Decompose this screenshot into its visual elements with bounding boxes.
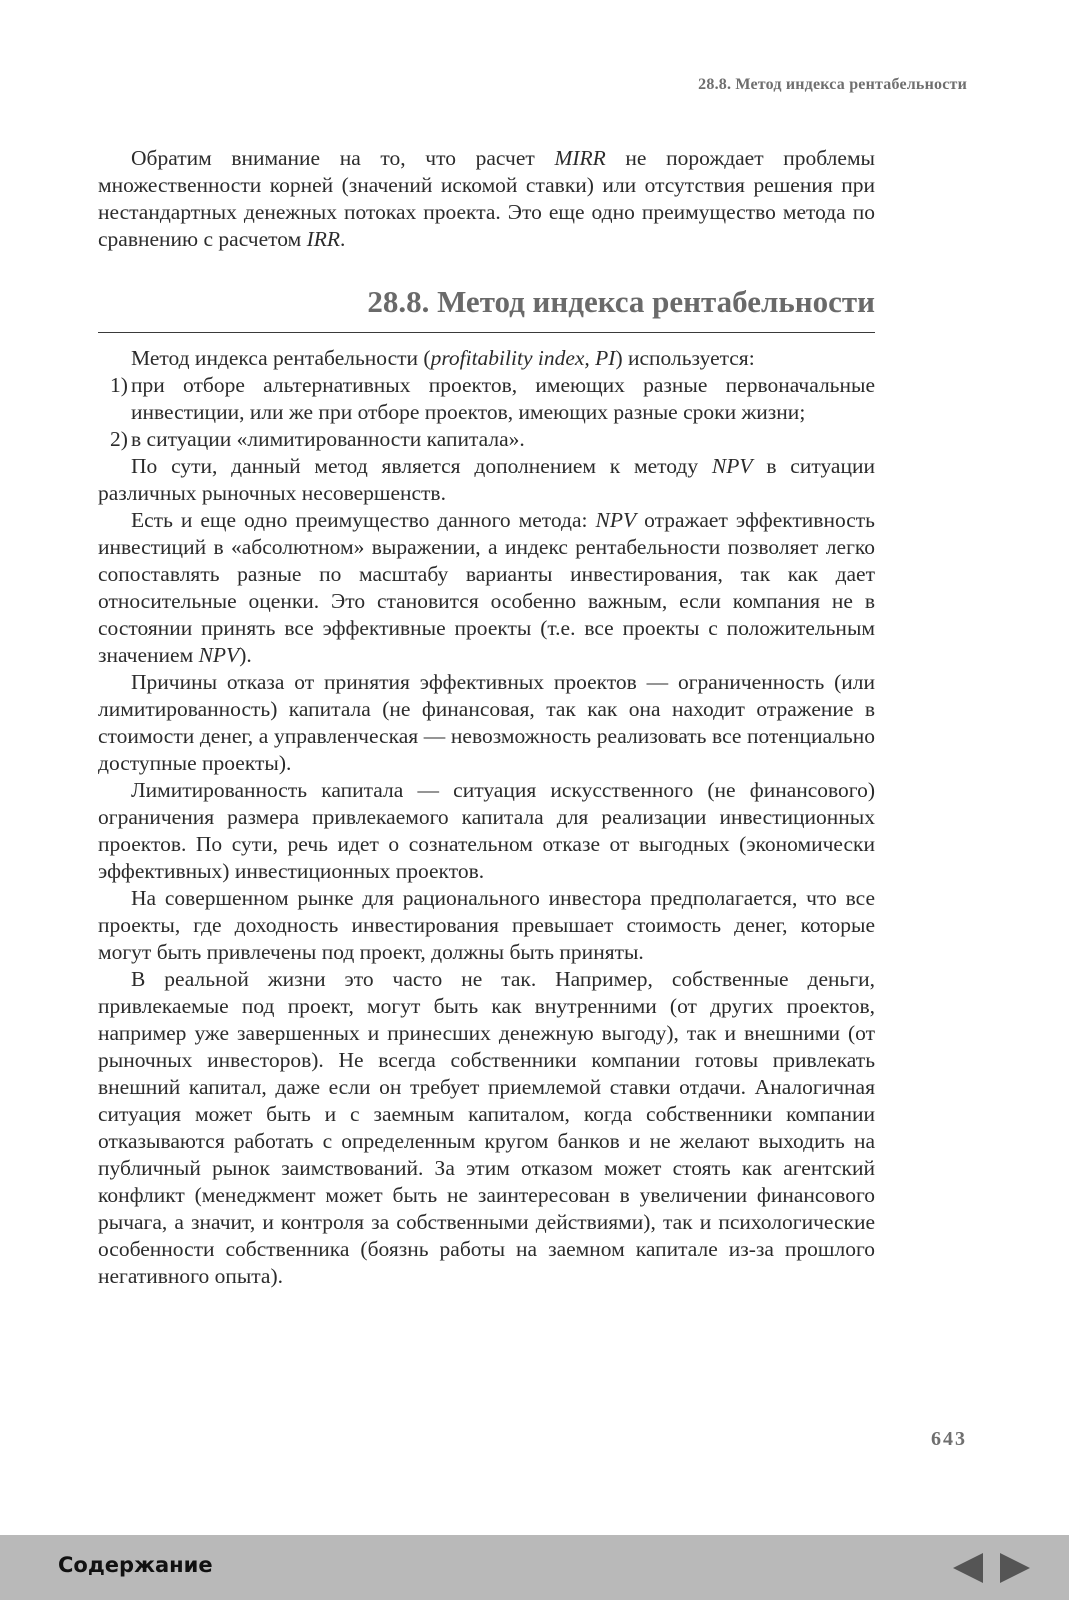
list-item: [98, 426, 875, 453]
paragraph: Лимитированность капитала — ситуация искусственного (не финансового) ограничения размера привлекаемого капитала для реализации инвестиционных проектов. По сути, речь идет о сознательном отказе от выгодных (экономически эффективных) инвестиционных проектов.: [98, 778, 875, 883]
intro-paragraph: [98, 145, 875, 253]
mirr-term: MIRR: [554, 146, 606, 170]
lead-text-1: Метод индекса рентабельности (: [131, 346, 431, 370]
npv-term: NPV: [595, 508, 637, 532]
npv-term: NPV: [198, 643, 240, 667]
intro-text-2: не порождает проблемы множественности корней (значений искомой ставки) или отсутствия решения при нестандартных денежных потоках проекта. Это еще одно преимущество метода по сравнению с расчетом: [98, 146, 875, 251]
intro-text-3: .: [340, 227, 346, 251]
irr-term: IRR: [306, 227, 341, 251]
paragraph-text: ).: [239, 643, 252, 667]
triangle-left-icon[interactable]: [953, 1553, 983, 1583]
list-marker: 2): [110, 427, 128, 451]
triangle-right-icon[interactable]: [1000, 1553, 1030, 1583]
table-of-contents-link[interactable]: Содержание: [58, 1553, 213, 1577]
running-head: 28.8. Метод индекса рентабельности: [698, 76, 967, 93]
paragraph: [98, 507, 875, 669]
paragraph-text: отражает эффективность инвестиций в «абсолютном» выражении, а индекс рентабельности позволяет легко сопоставлять разные по масштабу варианты инвестирования, так как дает относительные оценки. Это становится особенно важным, если компания не в состоянии принять все эффективные проекты (т.е. все проекты с положительным значением: [98, 508, 875, 667]
list-item: [98, 372, 875, 426]
list-item-text: при отборе альтернативных проектов, имеющих разные первоначальные инвестиции, или же при отборе проектов, имеющих разные сроки жизни;: [131, 373, 875, 424]
usage-list: [98, 372, 875, 453]
heading-divider: [98, 332, 875, 333]
paragraph: Причины отказа от принятия эффективных проектов — ограниченность (или лимитированность) капитала (не финансовая, так как она находит отражение в стоимости денег, а управленческая — невозможность реализовать все потенциально доступные проекты).: [98, 670, 875, 775]
intro-paragraph-block: [98, 145, 875, 253]
intro-text-1: Обратим внимание на то, что расчет: [131, 146, 555, 170]
section-body: [98, 345, 875, 1290]
lead-text-2: ) используется:: [615, 346, 755, 370]
paragraph: На совершенном рынке для рационального инвестора предполагается, что все проекты, где доходность инвестирования превышает стоимость денег, которые могут быть привлечены под проект, должны быть приняты.: [98, 886, 875, 964]
paragraph-text: в ситуации различных рыночных несовершенств.: [98, 454, 875, 505]
bottom-nav-bar: [0, 1535, 1069, 1600]
list-marker: 1): [110, 373, 128, 397]
list-item-text: в ситуации «лимитированности капитала».: [131, 427, 525, 451]
paragraph: [98, 453, 875, 507]
npv-term: NPV: [711, 454, 753, 478]
paragraph-text: По сути, данный метод является дополнением к методу: [131, 454, 712, 478]
profitability-index-term: profitability index, PI: [430, 346, 616, 370]
paragraph-text: Есть и еще одно преимущество данного метода:: [131, 508, 596, 532]
section-heading: 28.8. Метод индекса рентабельности: [367, 284, 875, 319]
lead-paragraph: [98, 345, 875, 372]
paragraph: В реальной жизни это часто не так. Например, собственные деньги, привлекаемые под проект, могут быть как внутренними (от других проектов, например уже завершенных и принесших денежную выгоду), так и внешними (от рыночных инвесторов). Не всегда собственники компании готовы привлекать внешний капитал, даже если он требует приемлемой ставки отдачи. Аналогичная ситуация может быть и с заемным капиталом, когда собственники компании отказываются работать с определенным кругом банков и не желают выходить на публичный рынок заимствований. За этим отказом может стоять как агентский конфликт (менеджмент может быть не заинтересован в увеличении финансового рычага, а значит, и контроля за собственными действиями), так и психологические особенности собственника (боязнь работы на заемном капитале из-за прошлого негативного опыта).: [98, 967, 875, 1288]
page-number: 643: [931, 1428, 967, 1450]
